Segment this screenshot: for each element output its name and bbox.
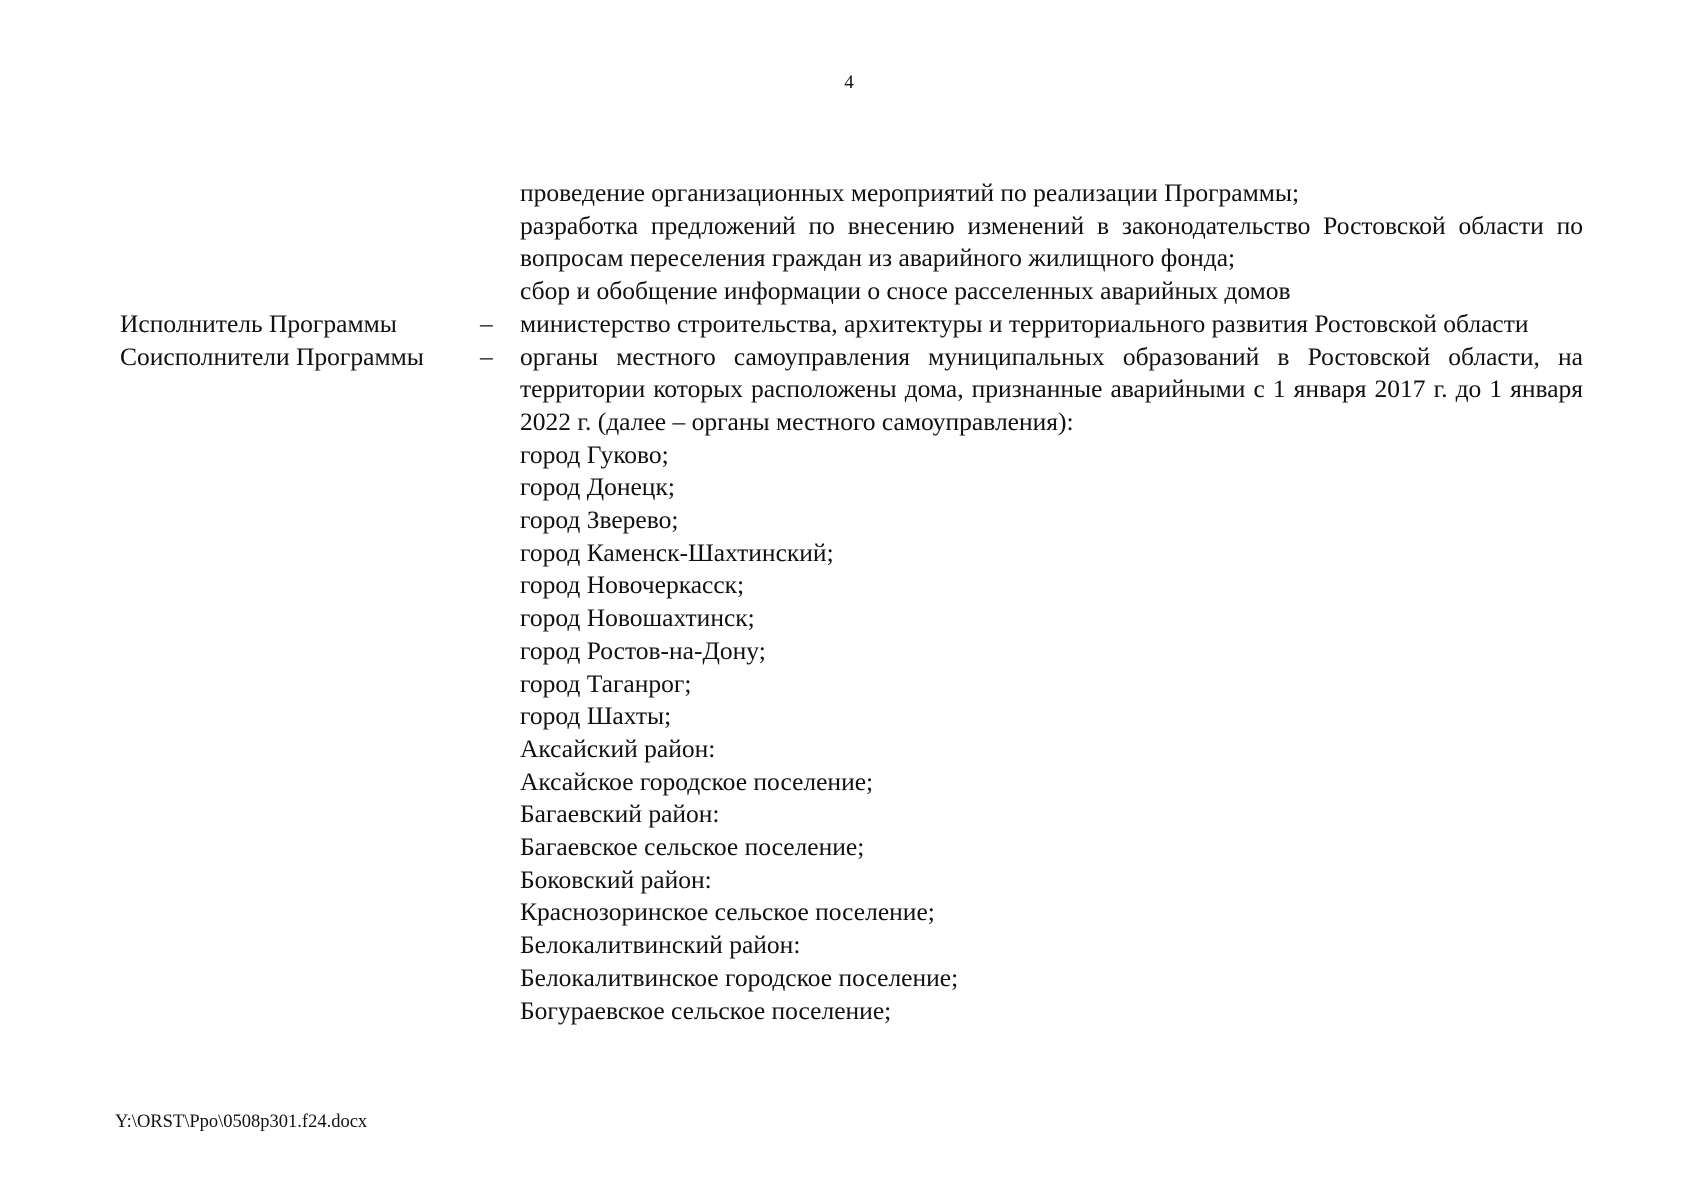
section-label: Соисполнители Программы (120, 341, 424, 371)
section-executor (0, 308, 1698, 341)
list-item: город Донецк; (520, 472, 675, 502)
section-tasks-continued (0, 177, 1698, 308)
list-item: город Ростов-на-Дону; (520, 635, 766, 665)
page-number: 4 (844, 72, 854, 93)
section-dash: – (480, 341, 493, 371)
list-item: город Таганрог; (520, 668, 692, 698)
list-item: город Новошахтинск; (520, 603, 755, 633)
list-item: город Зверево; (520, 505, 679, 535)
file-path-footer: Y:\ORST\Ppo\0508p301.f24.docx (115, 1112, 368, 1132)
program-passport-table (0, 177, 1698, 1027)
section-value (520, 341, 1583, 1028)
list-item: город Гуково; (520, 439, 669, 469)
list-item: Боковский район: (520, 864, 712, 894)
list-item: город Шахты; (520, 701, 672, 731)
list-item: Багаевское сельское поселение; (520, 832, 865, 862)
value-line: проведение организационных мероприятий по реализации Программы; (520, 178, 1300, 207)
section-label: Исполнитель Программы (120, 308, 397, 338)
value-line: министерство строительства, архитектуры и территориального развития Ростовской области (520, 308, 1529, 338)
list-item: Аксайский район: (520, 733, 716, 763)
list-item: Богураевское сельское поселение; (520, 995, 892, 1025)
section-co-executors (0, 341, 1698, 1028)
list-item: Белокалитвинское городское поселение; (520, 962, 959, 992)
value-line: разработка предложений по внесению изменений в законодательство Ростовской области по вопросам переселения граждан из аварийного жилищного фонда; (520, 210, 1583, 273)
value-line: сбор и обобщение информации о сносе расселенных аварийных домов (520, 276, 1291, 306)
list-item: город Новочеркасск; (520, 570, 745, 600)
list-item: Багаевский район: (520, 799, 720, 829)
value-line: органы местного самоуправления муниципальных образований в Ростовской области, на территории которых расположены дома, признанные аварийными с 1 января 2017 г. до 1 января 2022 г. (далее – органы местного самоуправления): (520, 341, 1583, 436)
list-item: город Каменск-Шахтинский; (520, 537, 834, 567)
section-value (520, 177, 1583, 308)
section-dash: – (480, 308, 493, 338)
list-item: Белокалитвинский район: (520, 930, 801, 960)
section-value (520, 308, 1583, 341)
list-item: Аксайское городское поселение; (520, 766, 874, 796)
list-item: Краснозоринское сельское поселение; (520, 897, 935, 927)
